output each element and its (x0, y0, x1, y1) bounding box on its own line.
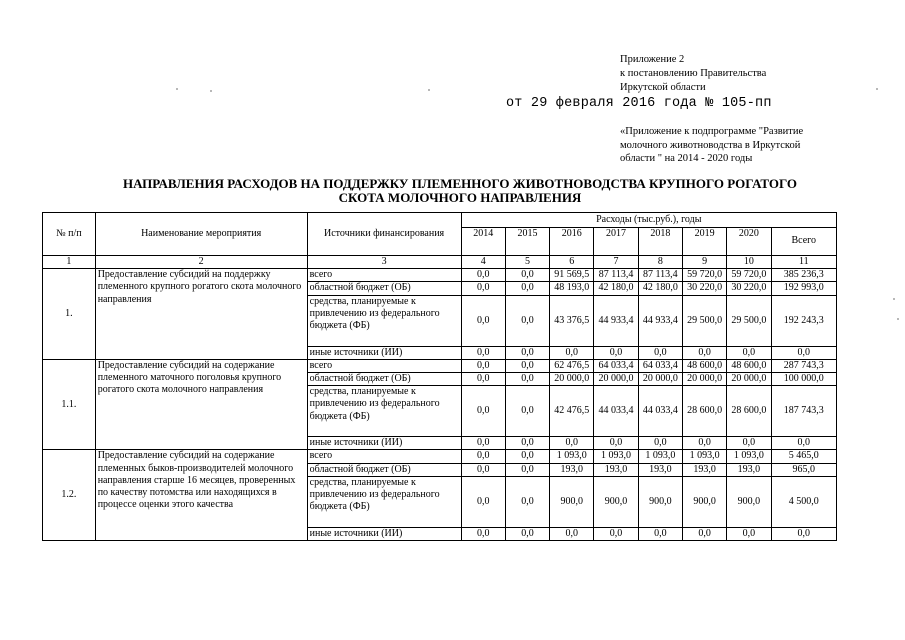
amount-cell: 0,0 (505, 373, 549, 386)
amount-cell: 0,0 (461, 295, 505, 346)
amount-cell: 0,0 (594, 527, 638, 540)
amount-cell: 0,0 (461, 373, 505, 386)
amount-cell: 1 093,0 (727, 450, 771, 463)
amount-cell: 0,0 (461, 437, 505, 450)
document-title (80, 177, 840, 205)
amount-cell: 44 933,4 (638, 295, 682, 346)
annex-line: области " на 2014 - 2020 годы (620, 153, 753, 164)
amount-cell: 20 000,0 (550, 373, 594, 386)
amount-cell: 0,0 (461, 359, 505, 372)
amount-cell: 0,0 (638, 346, 682, 359)
amount-cell: 900,0 (550, 476, 594, 527)
column-index: 10 (727, 256, 771, 269)
amount-cell: 20 000,0 (594, 373, 638, 386)
amount-cell: 193,0 (638, 463, 682, 476)
amount-cell: 62 476,5 (550, 359, 594, 372)
total-cell: 0,0 (771, 527, 836, 540)
header-year: 2018 (638, 228, 682, 256)
amount-cell: 42 476,5 (550, 386, 594, 437)
total-cell: 192 993,0 (771, 282, 836, 295)
funding-source: областной бюджет (ОБ) (307, 373, 461, 386)
amount-cell: 0,0 (505, 295, 549, 346)
amount-cell: 42 180,0 (594, 282, 638, 295)
amount-cell: 0,0 (505, 359, 549, 372)
amount-cell: 48 600,0 (727, 359, 771, 372)
amount-cell: 0,0 (461, 386, 505, 437)
scan-speck (176, 88, 178, 90)
amount-cell: 48 193,0 (550, 282, 594, 295)
table-row (43, 359, 837, 372)
amount-cell: 42 180,0 (638, 282, 682, 295)
total-cell: 287 743,3 (771, 359, 836, 372)
column-index: 4 (461, 256, 505, 269)
column-index: 5 (505, 256, 549, 269)
amount-cell: 43 376,5 (550, 295, 594, 346)
amount-cell: 44 033,4 (594, 386, 638, 437)
amount-cell: 30 220,0 (682, 282, 726, 295)
funding-source: всего (307, 450, 461, 463)
amount-cell: 0,0 (505, 450, 549, 463)
amount-cell: 0,0 (461, 269, 505, 282)
header-row (43, 213, 837, 228)
column-index-row (43, 256, 837, 269)
total-cell: 965,0 (771, 463, 836, 476)
amount-cell: 0,0 (505, 437, 549, 450)
funding-source: средства, планируемые к привлечению из федерального бюджета (ФБ) (307, 295, 461, 346)
amount-cell: 28 600,0 (682, 386, 726, 437)
amount-cell: 900,0 (638, 476, 682, 527)
funding-source: всего (307, 359, 461, 372)
amount-cell: 0,0 (461, 450, 505, 463)
column-index: 9 (682, 256, 726, 269)
amount-cell: 0,0 (461, 463, 505, 476)
amount-cell: 0,0 (727, 527, 771, 540)
amount-cell: 0,0 (594, 437, 638, 450)
header-year: 2014 (461, 228, 505, 256)
total-cell: 187 743,3 (771, 386, 836, 437)
amount-cell: 0,0 (505, 282, 549, 295)
amount-cell: 1 093,0 (594, 450, 638, 463)
appendix-line: к постановлению Правительства (620, 68, 767, 79)
amount-cell: 0,0 (505, 346, 549, 359)
header-expenses: Расходы (тыс.руб.), годы (461, 213, 836, 228)
funding-source: всего (307, 269, 461, 282)
amount-cell: 64 033,4 (594, 359, 638, 372)
amount-cell: 0,0 (727, 437, 771, 450)
amount-cell: 0,0 (638, 527, 682, 540)
amount-cell: 1 093,0 (550, 450, 594, 463)
annex-line: «Приложение к подпрограмме "Развитие (620, 126, 804, 137)
item-name: Предоставление субсидий на содержание племенного маточного поголовья крупного рогатого скота молочного направления (95, 359, 307, 450)
amount-cell: 29 500,0 (682, 295, 726, 346)
amount-cell: 0,0 (550, 437, 594, 450)
header-year: 2019 (682, 228, 726, 256)
column-index: 3 (307, 256, 461, 269)
amount-cell: 20 000,0 (638, 373, 682, 386)
amount-cell: 0,0 (682, 346, 726, 359)
scan-speck (897, 318, 899, 320)
header-year: 2015 (505, 228, 549, 256)
total-cell: 100 000,0 (771, 373, 836, 386)
amount-cell: 0,0 (461, 282, 505, 295)
column-index: 11 (771, 256, 836, 269)
item-number: 1.2. (43, 450, 96, 541)
amount-cell: 193,0 (550, 463, 594, 476)
funding-source: иные источники (ИИ) (307, 437, 461, 450)
amount-cell: 0,0 (505, 463, 549, 476)
total-cell: 5 465,0 (771, 450, 836, 463)
appendix-line: Приложение 2 (620, 54, 685, 65)
table-row (43, 269, 837, 282)
amount-cell: 44 933,4 (594, 295, 638, 346)
amount-cell: 0,0 (550, 346, 594, 359)
amount-cell: 0,0 (682, 527, 726, 540)
header-year: 2017 (594, 228, 638, 256)
amount-cell: 193,0 (682, 463, 726, 476)
funding-source: иные источники (ИИ) (307, 527, 461, 540)
amount-cell: 64 033,4 (638, 359, 682, 372)
funding-source: областной бюджет (ОБ) (307, 282, 461, 295)
table-body (43, 213, 837, 541)
scan-speck (893, 298, 895, 300)
column-index: 7 (594, 256, 638, 269)
expenses-table (42, 212, 837, 541)
header-num: № п/п (43, 213, 96, 256)
item-number: 1. (43, 269, 96, 360)
amount-cell: 1 093,0 (682, 450, 726, 463)
appendix-line: Иркутской области (620, 82, 706, 93)
column-index: 2 (95, 256, 307, 269)
decree-date-number: от 29 февраля 2016 года № 105-пп (506, 96, 772, 111)
amount-cell: 900,0 (594, 476, 638, 527)
column-index: 1 (43, 256, 96, 269)
amount-cell: 59 720,0 (727, 269, 771, 282)
amount-cell: 0,0 (461, 527, 505, 540)
title-line: СКОТА МОЛОЧНОГО НАПРАВЛЕНИЯ (338, 190, 582, 205)
header-total: Всего (771, 228, 836, 256)
column-index: 6 (550, 256, 594, 269)
amount-cell: 0,0 (638, 437, 682, 450)
amount-cell: 0,0 (682, 437, 726, 450)
amount-cell: 0,0 (461, 476, 505, 527)
column-index: 8 (638, 256, 682, 269)
item-name: Предоставление субсидий на содержание племенных быков-производителей молочного направления старше 16 месяцев, проверенных по качеству потомства или находящихся в процессе оценки этого качества (95, 450, 307, 541)
amount-cell: 0,0 (505, 269, 549, 282)
total-cell: 192 243,3 (771, 295, 836, 346)
amount-cell: 0,0 (550, 527, 594, 540)
annex-line: молочного животноводства в Иркутской (620, 139, 801, 151)
funding-source: средства, планируемые к привлечению из федерального бюджета (ФБ) (307, 476, 461, 527)
scan-speck (210, 90, 212, 92)
funding-source: областной бюджет (ОБ) (307, 463, 461, 476)
amount-cell: 59 720,0 (682, 269, 726, 282)
total-cell: 0,0 (771, 437, 836, 450)
table-row (43, 450, 837, 463)
amount-cell: 900,0 (682, 476, 726, 527)
amount-cell: 0,0 (505, 386, 549, 437)
amount-cell: 0,0 (505, 527, 549, 540)
header-year: 2020 (727, 228, 771, 256)
amount-cell: 193,0 (727, 463, 771, 476)
funding-source: иные источники (ИИ) (307, 346, 461, 359)
total-cell: 0,0 (771, 346, 836, 359)
amount-cell: 20 000,0 (682, 373, 726, 386)
total-cell: 4 500,0 (771, 476, 836, 527)
amount-cell: 30 220,0 (727, 282, 771, 295)
title-line: НАПРАВЛЕНИЯ РАСХОДОВ НА ПОДДЕРЖКУ ПЛЕМЕННОГО ЖИВОТНОВОДСТВА КРУПНОГО РОГАТОГО (122, 176, 798, 191)
amount-cell: 28 600,0 (727, 386, 771, 437)
amount-cell: 0,0 (505, 476, 549, 527)
amount-cell: 20 000,0 (727, 373, 771, 386)
scan-speck (876, 88, 878, 90)
header-name: Наименование мероприятия (95, 213, 307, 256)
amount-cell: 87 113,4 (594, 269, 638, 282)
item-name: Предоставление субсидий на поддержку племенного крупного рогатого скота молочного направления (95, 269, 307, 360)
funding-source: средства, планируемые к привлечению из федерального бюджета (ФБ) (307, 386, 461, 437)
amount-cell: 193,0 (594, 463, 638, 476)
amount-cell: 48 600,0 (682, 359, 726, 372)
amount-cell: 29 500,0 (727, 295, 771, 346)
amount-cell: 87 113,4 (638, 269, 682, 282)
amount-cell: 0,0 (461, 346, 505, 359)
amount-cell: 900,0 (727, 476, 771, 527)
header-source: Источники финансирования (307, 213, 461, 256)
amount-cell: 44 033,4 (638, 386, 682, 437)
amount-cell: 0,0 (594, 346, 638, 359)
amount-cell: 0,0 (727, 346, 771, 359)
amount-cell: 1 093,0 (638, 450, 682, 463)
total-cell: 385 236,3 (771, 269, 836, 282)
annex-reference (620, 125, 820, 166)
header-year: 2016 (550, 228, 594, 256)
appendix-reference (620, 53, 890, 95)
amount-cell: 91 569,5 (550, 269, 594, 282)
scan-speck (428, 89, 430, 91)
item-number: 1.1. (43, 359, 96, 450)
